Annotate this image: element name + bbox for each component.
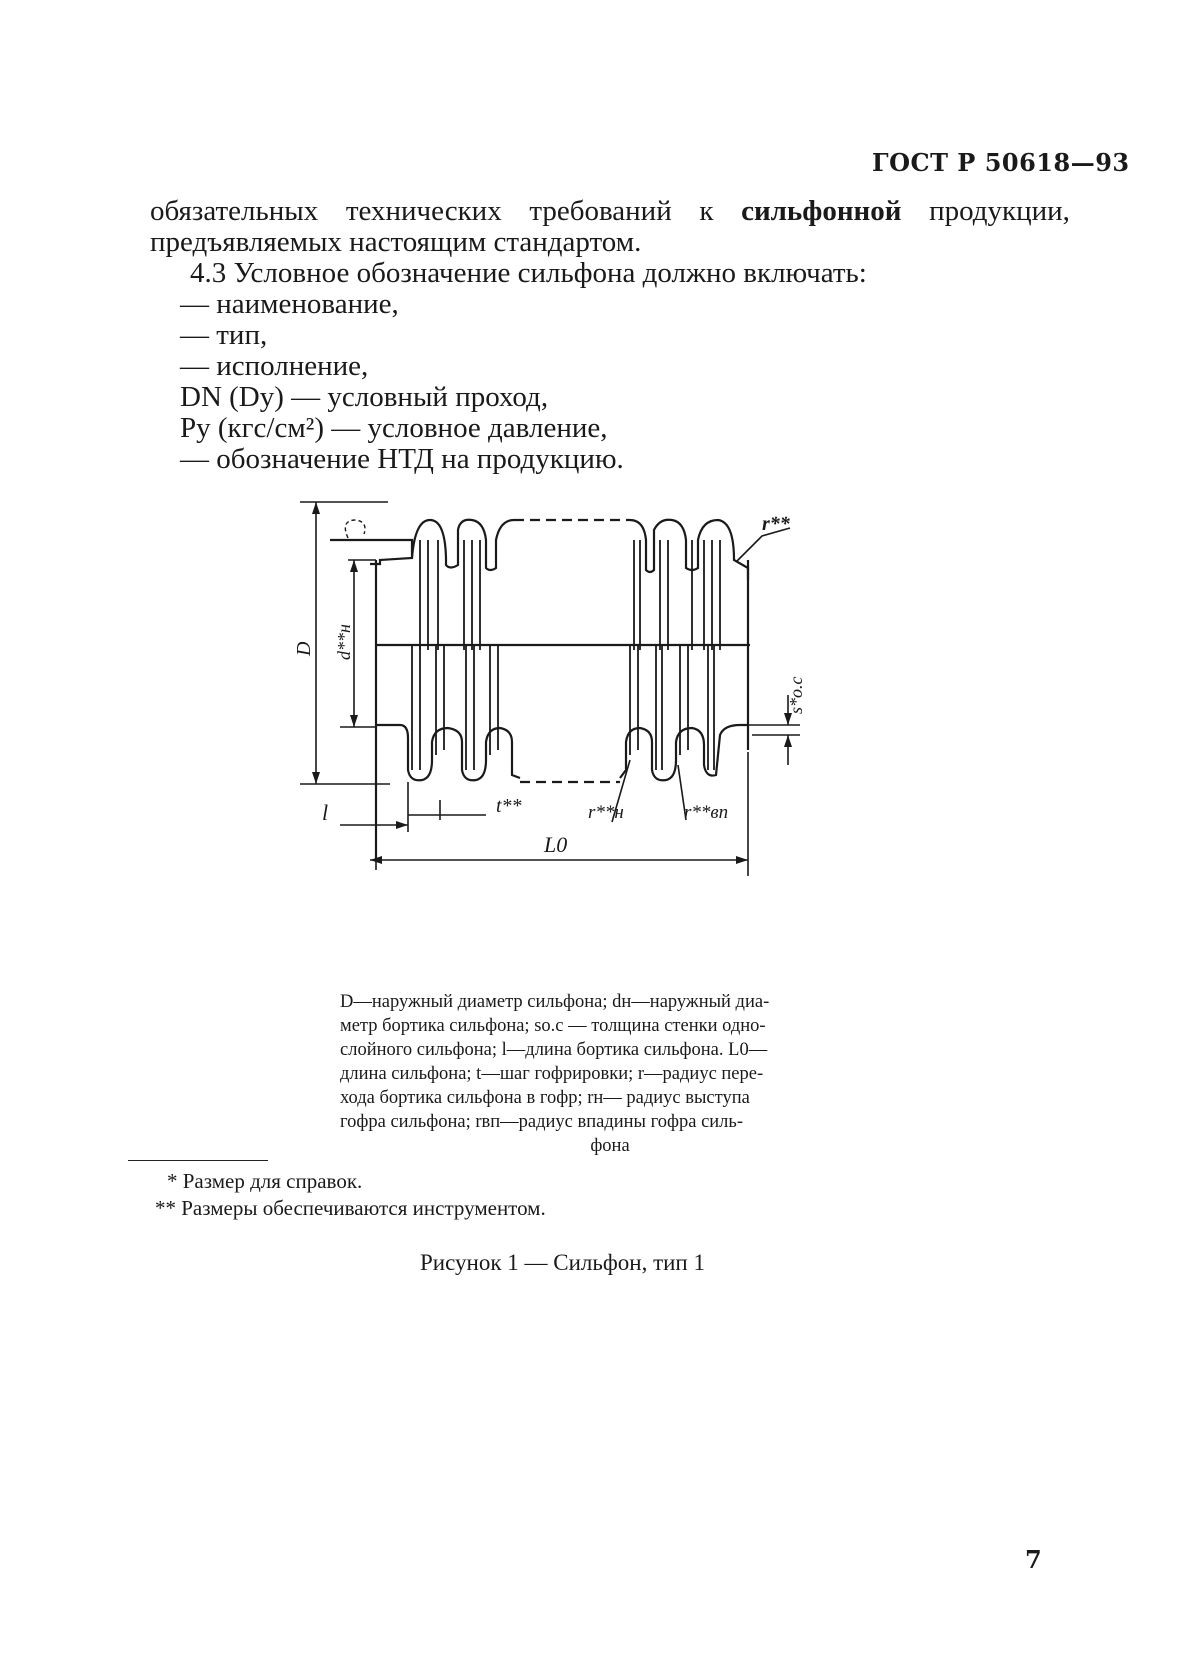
label-soc: s*о.с — [786, 676, 806, 714]
word: технических — [345, 195, 502, 227]
footnote: ** Размеры обеспечиваются инструментом. — [155, 1196, 546, 1220]
word: продукции, — [929, 195, 1070, 227]
outer-profile-bottom — [376, 725, 748, 780]
dim-l — [340, 782, 440, 870]
word: обязательных — [150, 195, 319, 227]
caption-line: гофра сильфона; rвп—радиус впадины гофра силь- — [340, 1112, 744, 1132]
list-item: — обозначение НТД на продукцию. — [180, 443, 624, 475]
body-line-1 — [150, 196, 1070, 227]
list-item: — исполнение, — [180, 350, 369, 382]
caption-line: D—наружный диаметр сильфона; dн—наружный диа- — [340, 992, 770, 1012]
caption-line: фона — [590, 1136, 630, 1156]
label-r: r** — [762, 513, 790, 535]
inner-lines-top — [420, 540, 720, 650]
figure-caption — [340, 990, 880, 1158]
list-item: Py (кгс/см²) — условное давление, — [180, 412, 608, 444]
word: требований — [529, 195, 672, 227]
figure-title: Рисунок 1 — Сильфон, тип 1 — [420, 1250, 705, 1275]
bellows-drawing — [293, 513, 880, 950]
word: сильфонной — [741, 195, 902, 227]
caption-line: хода бортика сильфона в гофр; rн— радиус выступа — [340, 1088, 750, 1108]
label-rvp: r**вп — [684, 802, 729, 823]
caption-line: слойного сильфона; l—длина бортика сильфона. L0— — [340, 1040, 768, 1060]
para-4-3: 4.3 Условное обозначение сильфона должно включать: — [190, 257, 867, 289]
label-D: D — [293, 641, 315, 656]
dim-s-arrows — [784, 713, 792, 747]
footnote-rule — [128, 1160, 268, 1161]
word: к — [699, 195, 714, 227]
label-L0: L0 — [544, 832, 568, 857]
body-text — [150, 196, 1080, 475]
label-t: t** — [496, 795, 522, 817]
footnote: * Размер для справок. — [167, 1169, 363, 1193]
standard-code: ГОСТ Р 50618—93 — [872, 148, 1130, 177]
page-number: 7 — [1025, 1545, 1042, 1574]
footnotes — [155, 1168, 546, 1222]
inner-lines-bottom — [412, 645, 714, 770]
label-dn: d**н — [334, 624, 354, 660]
caption-line: длина сильфона; t—шаг гофрировки; r—радиус пере- — [340, 1064, 764, 1084]
label-rn: r**н — [588, 802, 624, 823]
caption-line: метр бортика сильфона; sо.с — толщина стенки одно- — [340, 1016, 766, 1036]
list-item: — наименование, — [180, 288, 399, 320]
outer-profile-top — [330, 520, 748, 580]
body-line-2: предъявляемых настоящим стандартом. — [150, 226, 642, 258]
list-item: DN (Dy) — условный проход, — [180, 381, 549, 413]
label-l: l — [322, 800, 329, 825]
list-item: — тип, — [180, 319, 268, 351]
dashed-small-circle — [345, 520, 365, 538]
